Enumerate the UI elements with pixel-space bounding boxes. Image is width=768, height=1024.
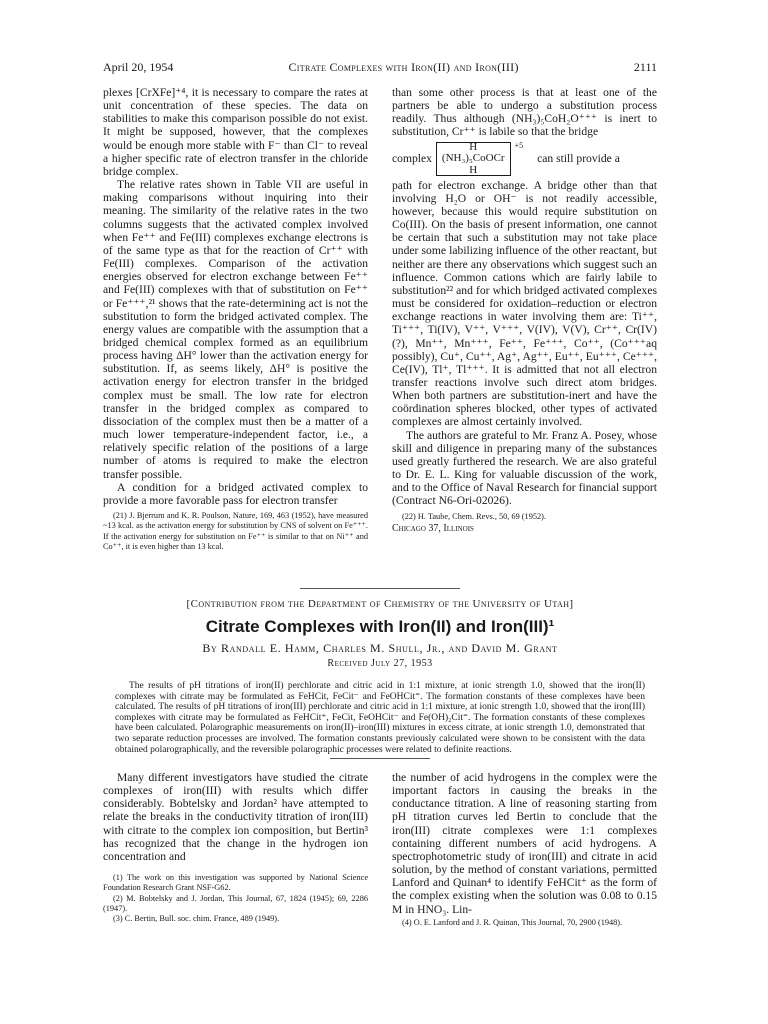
location: Chicago 37, Illinois: [392, 522, 474, 534]
complex-after-text: can still provide a: [537, 152, 620, 166]
header-running-title: Citrate Complexes with Iron(II) and Iron(III): [288, 60, 519, 74]
abstract-divider: [330, 758, 430, 759]
complex-bracket: [436, 142, 511, 176]
complex-label: complex: [392, 152, 432, 166]
complex-core: (NH₃)₅CoOCr: [441, 152, 505, 165]
paragraph: the number of acid hydrogens in the complex were the important factors in causing the breaks in the conductance titration. A line of reasoning starting from pH titration curves led Bertin to conclude that the iron(III) citrate complexes were 1:1 complexes containing different numbers of acid hydrogens. A spectrophotometric study of iron(III) and citrate in acid solution, by the method of constant variations, permitted Lanford and Quinan⁴ to identify FeHCit⁺ as the form of the complex existing when the solution was 0.08 to 0.15 M in HNO₃. Lin-: [392, 771, 657, 916]
bridge-complex-formula: [392, 139, 657, 179]
received-date: Received July 27, 1953: [327, 658, 433, 669]
page-header: [103, 60, 657, 75]
paragraph: path for electron exchange. A bridge other than that involving H₂O or OH⁻ is not readily accessible, however, because this would require substitution on Co(III). On the basis of present information, one cannot be certain that such a substitution may not take place under some labilizing influence of the other reactant, but neither are there any observations which suggest such an influence. Common cations which are fairly labile to substitution²² and for which bridged activated complexes must be considered for oxidation–reduction or electron exchange reactions in water involving them are: Ti⁺⁺, Ti⁺⁺⁺, Ti(IV), V⁺⁺, V⁺⁺⁺, V(IV), V(V), Cr⁺⁺, Cr(IV) (?), Mn⁺⁺, Mn⁺⁺⁺, Fe⁺⁺, Fe⁺⁺⁺, Co⁺⁺, (Co⁺⁺⁺aq possibly), Cu⁺, Cu⁺⁺, Ag⁺, Ag⁺⁺, Eu⁺⁺, Eu⁺⁺⁺, Ce⁺⁺⁺, Ce(IV), Tl⁺, Tl⁺⁺⁺. It is admitted that not all electron transfer reactions involve such direct atom bridges. When both partners are substitution-inert and have the coördination spheres blocked, other types of activated complexes are almost certainly involved.: [392, 178, 657, 429]
lower-right-column: [392, 771, 657, 928]
paragraph: The relative rates shown in Table VII are useful in making comparisons without inquiring into their meaning. The similarity of the relative rates in the two columns suggests that the activated complex involved when Fe⁺⁺ and Fe(III) complexes exchange electrons is of the same type as that for the reaction of Cr⁺⁺ with Fe(III) complexes. Comparison of the activation energies observed for electron exchange between Fe⁺⁺ and Fe(III) complexes with that of substitution on Fe⁺⁺ or Fe⁺⁺⁺,²¹ shows that the rate-determining act is not the substitution to form the bridged activated complex. The energy values are compatible with the assumption that a bridged chemical complex formed as an equilibrium process having ΔH° lower than the activation energy for substitution. If, as seems likely, ΔH° is positive the activation energy for electron transfer in the bridged complex must be small. The low rate for electron transfer in the bridged complex as compared to dissociation of the complex must then be a matter of a much lower temperature-independent factor, i.e., a relatively specific relation of the positions of a large number of atoms is required to make the electron transfer possible.: [103, 178, 368, 481]
paragraph: than some other process is that at least one of the partners be able to undergo a substitution process readily. Thus although (NH₃)₅CoH₂O⁺⁺⁺ is inert to substitution, Cr⁺⁺ is labile so that the bridge: [392, 86, 657, 139]
upper-left-column: [103, 86, 368, 552]
header-date: April 20, 1954: [103, 60, 174, 74]
complex-charge: +5: [514, 140, 524, 150]
affiliation: [Contribution from the Department of Chemistry of the University of Utah]: [186, 598, 574, 610]
footnote-1: (1) The work on this investigation was supported by National Science Foundation Research Grant NSF-G62.: [103, 873, 368, 893]
upper-right-column: [392, 86, 657, 535]
paragraph: A condition for a bridged activated complex to provide a more favorable pass for electron transfer: [103, 480, 368, 507]
lower-left-column: [103, 771, 368, 925]
complex-bottom-atom: H: [469, 163, 478, 176]
paragraph: plexes [CrXFe]⁺⁴, it is necessary to compare the rates at unit concentration of these species. The data on stabilities to make this comparison possible do not exist. It might be supposed, however, that the complexes would be enough more stable with F⁻ than Cl⁻ to reveal a higher specific rate of electron transfer in the chloride bridge complex.: [103, 86, 368, 178]
footnote-4: (4) O. E. Lanford and J. R. Quinan, This Journal, 70, 2900 (1948).: [402, 917, 623, 927]
complex-top-atom: H: [469, 140, 478, 153]
footnote-3: (3) C. Bertin, Bull. soc. chim. France, 489 (1949).: [113, 914, 280, 924]
section-divider: [300, 588, 460, 589]
abstract: The results of pH titrations of iron(II) perchlorate and citric acid in 1:1 mixture, at ionic strength 1.0, showed that the iron(II) complexes with citrate may be formulated as FeHCit, FeCit⁻ and FeOHCit⁼. The formation constants of these complexes have been calculated. The results of pH titrations of iron(III) perchlorate and citric acid in 1:1 mixture, at ionic strength 1.0, showed that the iron(III) complexes with citrate may be formulated as FeHCit⁺, FeCit, FeOHCit⁻ and Fe(OH)₂Cit⁼. The formation constants of these complexes have been calculated. Polarographic measurements on iron(II)–iron(III) mixtures in excess citrate, at ionic strength 1.0, demonstrated that two separate reduction processes are involved. The formation constants previously calculated were shown to be consistent with the data obtained polarographically, and the reversible polarographic processes were related to definite reactions.: [115, 681, 645, 755]
header-page-number: 2111: [633, 60, 657, 74]
footnote-21: (21) J. Bjerrum and K. R. Poulson, Nature, 169, 463 (1952), have measured ~13 kcal. as the activation energy for substitution by CNS of solvent on Fe⁺⁺⁺. If the activation energy for substitution on Fe⁺⁺ is similar to that on Ni⁺⁺ and Co⁺⁺, it is even higher than 13 kcal.: [103, 511, 368, 551]
authors: By Randall E. Hamm, Charles M. Shull, Jr., and David M. Grant: [202, 641, 558, 655]
footnote-22: (22) H. Taube, Chem. Revs., 50, 69 (1952).: [402, 511, 546, 521]
article-title: Citrate Complexes with Iron(II) and Iron(III)¹: [205, 617, 555, 636]
footnote-2: (2) M. Bobtelsky and J. Jordan, This Journal, 67, 1824 (1945); 69, 2286 (1947).: [103, 893, 368, 913]
paragraph: Many different investigators have studied the citrate complexes of iron(III) with results which differ considerably. Bobtelsky and Jordan² have attempted to relate the breaks in the conductivity titration of iron(III) with citrate to the complex ion composition, but Bertin³ has recognized that the change in the hydrogen ion concentration and: [103, 771, 368, 863]
paragraph: The authors are grateful to Mr. Franz A. Posey, whose skill and diligence in preparing many of the substances used greatly furthered the research. We are also grateful to Dr. E. L. King for valuable discussion of the work, and to the Office of Naval Research for financial support (Contract N6-Ori-02026).: [392, 428, 657, 508]
